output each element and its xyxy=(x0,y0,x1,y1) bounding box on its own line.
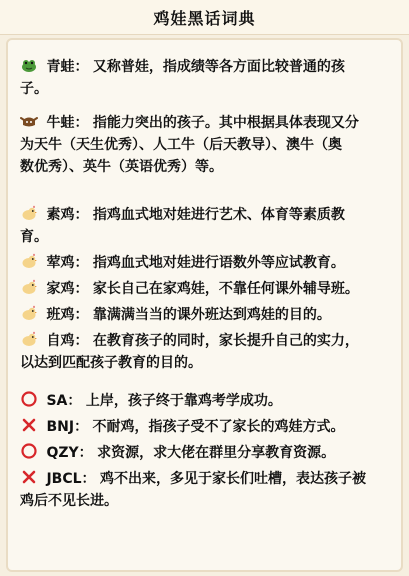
term: BNJ xyxy=(46,419,75,435)
definition-continued: 为天牛（天生优秀）、人工牛（后天教导）、澳牛（奥 xyxy=(20,137,342,153)
term-separator: ： xyxy=(74,59,89,75)
entry-sa xyxy=(20,390,389,412)
definition-continued: 育。 xyxy=(20,229,48,245)
definition: 指鸡血式地对娃进行艺术、体育等素质教 xyxy=(92,207,345,223)
circle-icon xyxy=(20,442,38,460)
entry-line xyxy=(20,278,389,300)
definition: 指鸡血式地对娃进行语数外等应试教育。 xyxy=(92,255,345,271)
cross-icon xyxy=(20,468,38,486)
definition: 又称普娃，指成绩等各方面比较普通的孩 xyxy=(92,59,345,75)
definition-continued: 子。 xyxy=(20,81,48,97)
term: 班鸡 xyxy=(46,307,75,323)
entry-line xyxy=(20,468,389,490)
term: SA xyxy=(46,393,68,409)
term-separator: ： xyxy=(74,115,89,131)
chicken-icon xyxy=(20,278,38,296)
definition: 家长自己在家鸡娃，不靠任何课外辅导班。 xyxy=(92,281,359,297)
definition: 不耐鸡，指孩子受不了家长的鸡娃方式。 xyxy=(92,419,345,435)
entry-jbcl xyxy=(20,468,389,512)
definition: 求资源，求大佬在群里分享教育资源。 xyxy=(97,445,336,461)
entry-line xyxy=(20,304,389,326)
term: 荤鸡 xyxy=(46,255,75,271)
term-separator: ： xyxy=(74,255,89,271)
term: 家鸡 xyxy=(46,281,75,297)
entry-hunji xyxy=(20,252,389,274)
frog-icon xyxy=(20,56,38,74)
circle-icon xyxy=(20,390,38,408)
entry-line xyxy=(20,252,389,274)
spacer xyxy=(20,194,389,204)
entry-qzy xyxy=(20,442,389,464)
term: QZY xyxy=(46,445,79,461)
term: JBCL xyxy=(46,471,82,487)
chicken-icon xyxy=(20,252,38,270)
entry-line xyxy=(20,204,389,226)
term-separator: ： xyxy=(74,333,89,349)
page-title: 鸡娃黑话词典 xyxy=(0,0,409,35)
term-separator: ： xyxy=(74,281,89,297)
chicken-icon xyxy=(20,304,38,322)
entry-line xyxy=(20,112,389,134)
entry-line xyxy=(20,416,389,438)
entry-line xyxy=(20,390,389,412)
definition: 上岸，孩子终于靠鸡考学成功。 xyxy=(85,393,282,409)
term: 自鸡 xyxy=(46,333,75,349)
dictionary-panel xyxy=(6,38,403,572)
term-separator: ： xyxy=(74,307,89,323)
entry-line xyxy=(20,56,389,78)
definition: 在教育孩子的同时，家长提升自己的实力， xyxy=(92,333,359,349)
definition: 指能力突出的孩子。其中根据具体表现又分 xyxy=(92,115,359,131)
term-separator: ： xyxy=(81,471,96,487)
entry-suji xyxy=(20,204,389,248)
entry-niuwa xyxy=(20,112,389,178)
term-separator: ： xyxy=(74,207,89,223)
cross-icon xyxy=(20,416,38,434)
entry-qingwa xyxy=(20,56,389,100)
entry-ziji xyxy=(20,330,389,374)
term-separator: ： xyxy=(74,419,89,435)
entry-line xyxy=(20,442,389,464)
definition: 靠满满当当的课外班达到鸡娃的目的。 xyxy=(92,307,331,323)
entry-line xyxy=(20,330,389,352)
chicken-icon xyxy=(20,330,38,348)
term: 素鸡 xyxy=(46,207,75,223)
definition-continued: 数优秀）、英牛（英语优秀）等。 xyxy=(20,159,223,175)
entry-bnj xyxy=(20,416,389,438)
term-separator: ： xyxy=(78,445,93,461)
definition-continued: 以达到匹配孩子教育的目的。 xyxy=(20,355,202,371)
definition: 鸡不出来，多见于家长们吐槽，表达孩子被 xyxy=(99,471,366,487)
definition-continued: 鸡后不见长进。 xyxy=(20,493,118,509)
term: 牛蛙 xyxy=(46,115,75,131)
term-separator: ： xyxy=(67,393,82,409)
entry-jiaji xyxy=(20,278,389,300)
term: 青蛙 xyxy=(46,59,75,75)
chicken-icon xyxy=(20,204,38,222)
cow-icon xyxy=(20,112,38,130)
entry-banji xyxy=(20,304,389,326)
